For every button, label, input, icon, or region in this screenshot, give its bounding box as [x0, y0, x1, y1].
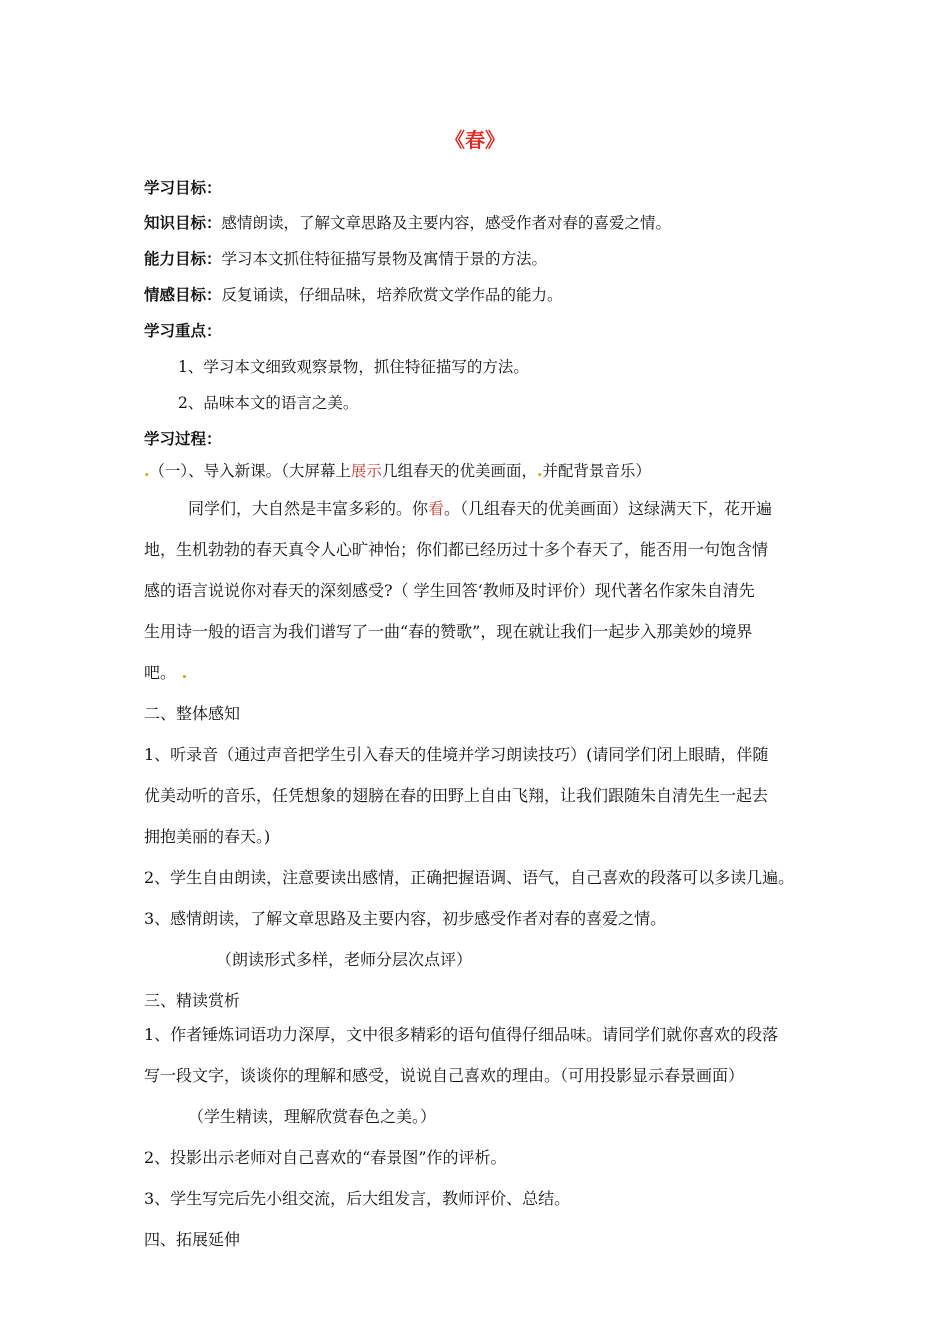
paragraph-line: 感的语言说说你对春天的深刻感受?（ 学生回答‘教师及时评价）现代著名作家朱自清先 — [144, 581, 755, 600]
marker-dot: . — [144, 461, 150, 480]
paragraph-line: 生用诗一般的语言为我们谱写了一曲“春的赞歌”，现在就让我们一起步入那美妙的境界 — [144, 622, 753, 641]
paragraph-note: （朗读形式多样，老师分层次点评） — [216, 950, 473, 969]
paragraph-line: 优美动听的音乐，任凭想象的翅膀在春的田野上自由飞翔，让我们跟随朱自清先生一起去 — [144, 786, 769, 805]
section2 — [144, 693, 816, 980]
section3-heading: 三、精读赏析 — [144, 991, 241, 1010]
paragraph-line: 地，生机勃勃的春天真令人心旷神怡；你们都已经历过十多个春天了，能否用一句饱含情 — [144, 540, 769, 559]
paragraph-line: 吧。 . — [144, 663, 188, 682]
key-point-item: 1、学习本文细致观察景物，抓住特征描写的方法。 — [178, 358, 529, 376]
knowledge-label: 知识目标： — [144, 214, 222, 232]
ability-label: 能力目标： — [144, 250, 222, 268]
marker-dot: . — [176, 663, 188, 682]
section2-heading: 二、整体感知 — [144, 704, 241, 723]
section4-heading: 四、拓展延伸 — [144, 1230, 241, 1249]
paragraph-line: 同学们，大自然是丰富多彩的。你看。（几组春天的优美画面）这绿满天下，花开遍 — [188, 499, 773, 518]
marker-dot: . — [536, 461, 543, 480]
paragraph-line: 1、听录音（通过声音把学生引入春天的佳境并学习朗读技巧）(请同学们闭上眼睛，伴随 — [144, 745, 769, 764]
document-title: 《春》 — [445, 128, 505, 152]
paragraph-line: 2、学生自由朗读，注意要读出感情，正确把握语调、语气，自己喜欢的段落可以多读几遍。 — [144, 868, 795, 887]
section1-heading: .（一）、导入新课。（大屏幕上展示几组春天的优美画面，.并配背景音乐） — [144, 461, 651, 480]
paragraph-line: 写一段文字，谈谈你的理解和感受，说说自己喜欢的理由。（可用投影显示春景画面） — [144, 1066, 745, 1085]
ability-objective — [144, 248, 547, 270]
objectives-heading: 学习目标： — [144, 179, 222, 197]
knowledge-text: 感情朗读，了解文章思路及主要内容，感受作者对春的喜爱之情。 — [221, 214, 672, 232]
paragraph-line: 3、感情朗读，了解文章思路及主要内容，初步感受作者对春的喜爱之情。 — [144, 909, 667, 928]
knowledge-objective — [144, 212, 671, 234]
section3 — [144, 980, 816, 1260]
paragraph-line: 1、作者锤炼词语功力深厚，文中很多精彩的语句值得仔细品味。请同学们就你喜欢的段落 — [144, 1025, 779, 1044]
paragraph-line: 2、投影出示老师对自己喜欢的“春景图”作的评析。 — [144, 1148, 507, 1167]
paragraph-note: （学生精读，理解欣赏春色之美。） — [188, 1107, 437, 1126]
emotion-label: 情感目标： — [144, 286, 222, 304]
emotion-objective — [144, 284, 563, 306]
ability-text: 学习本文抓住特征描写景物及寓情于景的方法。 — [221, 250, 548, 268]
paragraph-line: 3、学生写完后先小组交流，后大组发言，教师评价、总结。 — [144, 1189, 571, 1208]
process-heading: 学习过程： — [144, 430, 222, 448]
key-points-heading: 学习重点： — [144, 322, 222, 340]
paragraph-line: 拥抱美丽的春天。) — [144, 827, 271, 846]
intro-paragraph — [144, 488, 816, 693]
emotion-text: 反复诵读，仔细品味，培养欣赏文学作品的能力。 — [221, 286, 563, 304]
key-point-item: 2、品味本文的语言之美。 — [178, 394, 359, 412]
